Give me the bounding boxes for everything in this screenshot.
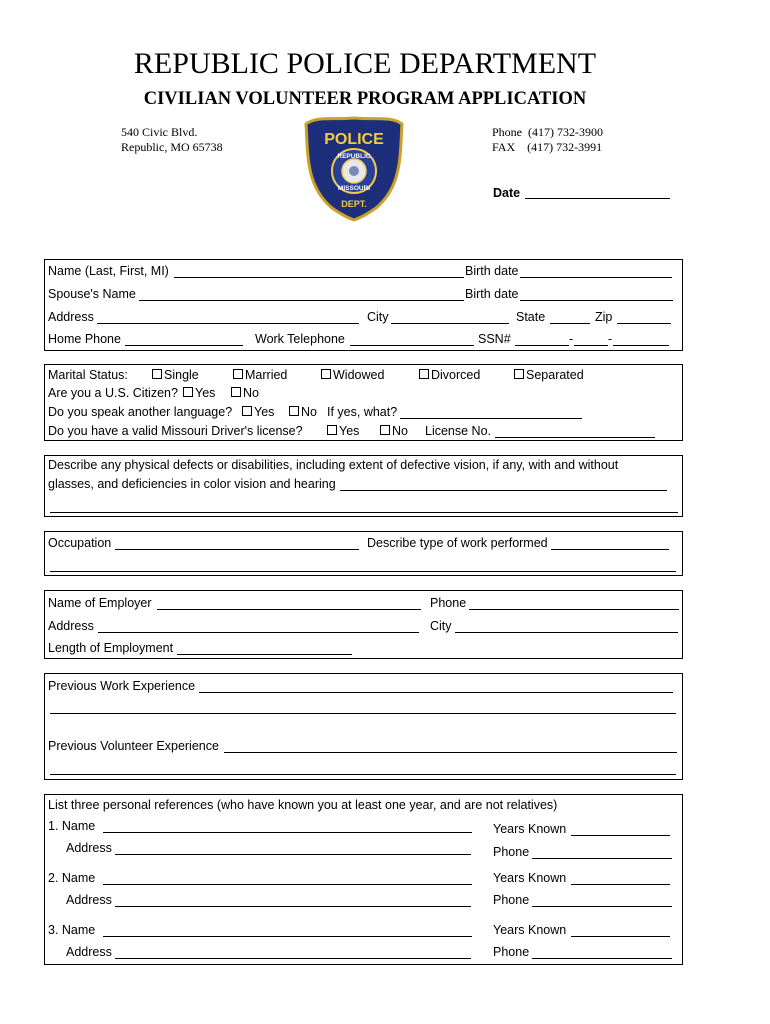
occupation-field[interactable] (115, 549, 359, 550)
checkbox-icon[interactable] (380, 425, 390, 435)
reference-2-name-label: 2. Name (48, 871, 96, 885)
reference-1-address-field[interactable] (115, 854, 471, 855)
ssn-label: SSN# (478, 332, 511, 346)
svg-text:REPUBLIC: REPUBLIC (337, 153, 371, 160)
employer-city-field[interactable] (455, 632, 678, 633)
zip-label: Zip (595, 310, 613, 324)
language-question: Do you speak another language? (48, 405, 233, 419)
checkbox-icon[interactable] (514, 369, 524, 379)
spouse-birth-date-label: Birth date (465, 287, 519, 301)
checkbox-icon[interactable] (233, 369, 243, 379)
employer-phone-label: Phone (430, 596, 467, 610)
checkbox-icon[interactable] (419, 369, 429, 379)
reference-2-address-label: Address (66, 893, 112, 907)
employer-city-label: City (430, 619, 452, 633)
employment-length-label: Length of Employment (48, 641, 174, 655)
checkbox-icon[interactable] (183, 387, 193, 397)
checkbox-icon[interactable] (327, 425, 337, 435)
checkbox-icon[interactable] (242, 406, 252, 416)
reference-2-phone-label: Phone (493, 893, 530, 907)
employer-name-field[interactable] (157, 609, 421, 610)
svg-text:DEPT.: DEPT. (341, 199, 367, 209)
reference-2-address-field[interactable] (115, 906, 471, 907)
reference-3-phone-label: Phone (493, 945, 530, 959)
svg-text:POLICE: POLICE (324, 131, 384, 148)
work-phone-field[interactable] (350, 345, 474, 346)
reference-1-name-field[interactable] (103, 832, 472, 833)
marital-status-label: Marital Status: (48, 368, 128, 382)
work-experience-field-2[interactable] (50, 713, 676, 714)
physical-question-line2: glasses, and deficiencies in color vision and hearing (48, 477, 336, 491)
reference-2-years-label: Years Known (493, 871, 567, 885)
option-separated[interactable]: Separated (514, 368, 584, 383)
ssn-field-part2[interactable] (574, 345, 608, 346)
phone-number: Phone (417) 732-3900 (492, 125, 603, 139)
state-field[interactable] (550, 323, 590, 324)
checkbox-icon[interactable] (152, 369, 162, 379)
employer-name-label: Name of Employer (48, 596, 152, 610)
spouse-birth-date-field[interactable] (520, 300, 673, 301)
reference-1-phone-field[interactable] (532, 858, 672, 859)
reference-1-phone-label: Phone (493, 845, 530, 859)
checkbox-icon[interactable] (321, 369, 331, 379)
ssn-field-part1[interactable] (515, 345, 569, 346)
spouse-name-label: Spouse's Name (48, 287, 136, 301)
license-question: Do you have a valid Missouri Driver's license? (48, 424, 303, 438)
city-field[interactable] (391, 323, 509, 324)
references-intro: List three personal references (who have known you at least one year, and are not relatives) (48, 798, 558, 812)
birth-date-label: Birth date (465, 264, 519, 278)
date-label: Date (493, 186, 521, 200)
license-number-label: License No. (425, 424, 492, 438)
reference-3-phone-field[interactable] (532, 958, 672, 959)
citizen-no[interactable]: No (231, 386, 259, 401)
department-title: REPUBLIC POLICE DEPARTMENT (133, 47, 597, 80)
reference-1-years-label: Years Known (493, 822, 567, 836)
home-phone-field[interactable] (125, 345, 243, 346)
language-field[interactable] (400, 418, 582, 419)
city-label: City (367, 310, 389, 324)
work-experience-field[interactable] (199, 692, 673, 693)
reference-3-name-field[interactable] (103, 936, 472, 937)
references-section (44, 794, 683, 965)
work-type-label: Describe type of work performed (367, 536, 548, 550)
state-label: State (516, 310, 546, 324)
reference-3-address-label: Address (66, 945, 112, 959)
reference-2-name-field[interactable] (103, 884, 472, 885)
option-single[interactable]: Single (152, 368, 199, 383)
work-type-field[interactable] (551, 549, 669, 550)
checkbox-icon[interactable] (289, 406, 299, 416)
work-experience-label: Previous Work Experience (48, 679, 196, 693)
option-divorced[interactable]: Divorced (419, 368, 480, 383)
reference-3-years-label: Years Known (493, 923, 567, 937)
physical-field-2[interactable] (50, 512, 678, 513)
employer-address-label: Address (48, 619, 94, 633)
address-label: Address (48, 310, 94, 324)
occupation-section (44, 531, 683, 576)
option-widowed[interactable]: Widowed (321, 368, 384, 383)
home-phone-label: Home Phone (48, 332, 121, 346)
option-married[interactable]: Married (233, 368, 287, 383)
date-field[interactable] (525, 198, 670, 199)
physical-question-line1: Describe any physical defects or disabilities, including extent of defective vision, if any, with and without (48, 458, 619, 472)
employer-address-field[interactable] (98, 632, 419, 633)
birth-date-field[interactable] (520, 277, 672, 278)
ssn-dash: - (608, 332, 613, 346)
reference-3-years-field[interactable] (571, 936, 670, 937)
reference-3-address-field[interactable] (115, 958, 471, 959)
citizen-question: Are you a U.S. Citizen? (48, 386, 178, 400)
work-phone-label: Work Telephone (255, 332, 345, 346)
ssn-dash: - (569, 332, 574, 346)
if-yes-label: If yes, what? (327, 405, 398, 419)
reference-1-years-field[interactable] (571, 835, 670, 836)
name-field[interactable] (174, 277, 464, 278)
reference-3-name-label: 3. Name (48, 923, 96, 937)
name-label: Name (Last, First, MI) (48, 264, 169, 278)
volunteer-experience-field-2[interactable] (50, 774, 676, 775)
zip-field[interactable] (617, 323, 671, 324)
license-number-field[interactable] (495, 437, 655, 438)
ssn-field-part3[interactable] (613, 345, 669, 346)
employer-phone-field[interactable] (469, 609, 679, 610)
occupation-field-2[interactable] (50, 571, 676, 572)
license-yes[interactable]: Yes (327, 424, 359, 439)
address-line-2: Republic, MO 65738 (121, 140, 223, 154)
reference-1-name-label: 1. Name (48, 819, 96, 833)
physical-field-1[interactable] (340, 490, 667, 491)
volunteer-experience-field[interactable] (224, 752, 677, 753)
fax-number: FAX (417) 732-3991 (492, 140, 603, 154)
address-line-1: 540 Civic Blvd. (121, 125, 198, 139)
address-field[interactable] (97, 323, 359, 324)
form-title: CIVILIAN VOLUNTEER PROGRAM APPLICATION (143, 89, 587, 109)
volunteer-experience-label: Previous Volunteer Experience (48, 739, 219, 753)
language-yes[interactable]: Yes (242, 405, 274, 420)
badge-icon (302, 116, 406, 222)
police-badge-logo (302, 116, 406, 222)
employment-length-field[interactable] (177, 654, 352, 655)
license-no[interactable]: No (380, 424, 408, 439)
citizen-yes[interactable]: Yes (183, 386, 215, 401)
occupation-label: Occupation (48, 536, 112, 550)
checkbox-icon[interactable] (231, 387, 241, 397)
reference-1-address-label: Address (66, 841, 112, 855)
spouse-name-field[interactable] (139, 300, 464, 301)
reference-2-phone-field[interactable] (532, 906, 672, 907)
language-no[interactable]: No (289, 405, 317, 420)
reference-2-years-field[interactable] (571, 884, 670, 885)
svg-text:MISSOURI: MISSOURI (337, 185, 371, 192)
